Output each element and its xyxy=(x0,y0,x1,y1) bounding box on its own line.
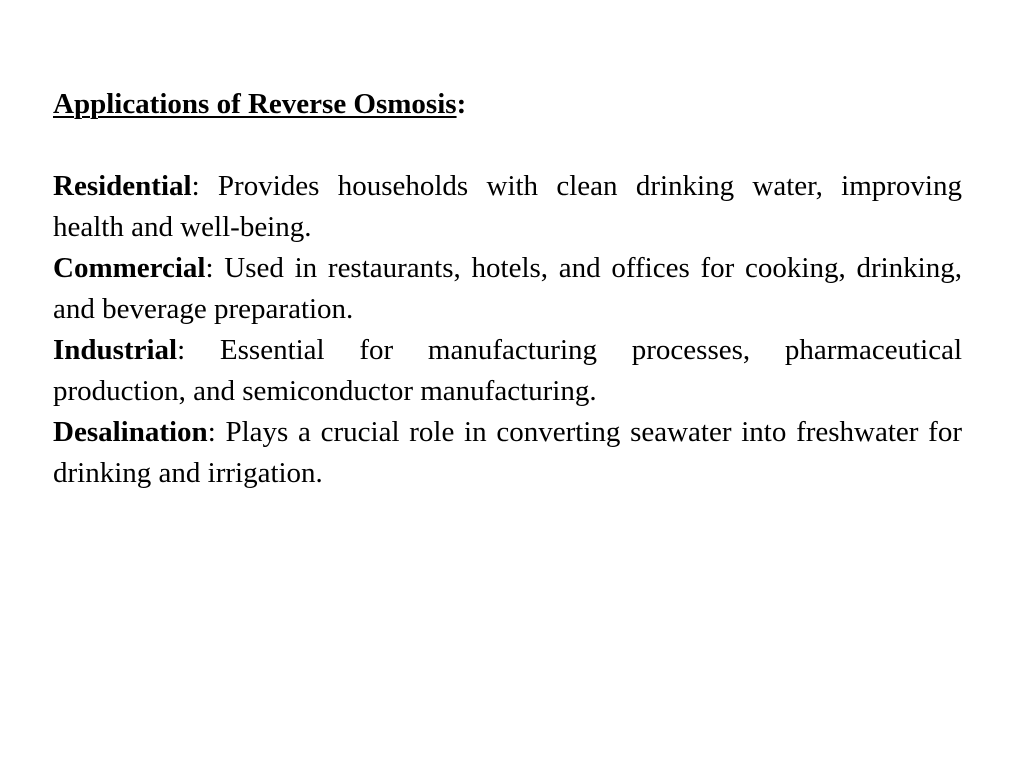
description-commercial: Used in restaurants, hotels, and offices for cooking, drinking, and beverage preparation. xyxy=(53,252,962,325)
separator: : xyxy=(205,252,214,284)
separator: : xyxy=(207,416,216,448)
description-desalination: Plays a crucial role in converting seawater into freshwater for drinking and irrigation. xyxy=(53,416,962,489)
application-residential xyxy=(53,166,962,248)
separator: : xyxy=(177,334,186,366)
application-industrial xyxy=(53,330,962,412)
applications-list xyxy=(53,166,962,494)
description-industrial: Essential for manufacturing processes, pharmaceutical production, and semiconductor manufacturing. xyxy=(53,334,962,407)
description-residential: Provides households with clean drinking water, improving health and well-being. xyxy=(53,170,962,243)
application-desalination xyxy=(53,412,962,494)
term-commercial: Commercial xyxy=(53,252,206,284)
slide-heading xyxy=(53,84,962,124)
term-industrial: Industrial xyxy=(53,334,178,366)
term-desalination: Desalination xyxy=(53,416,208,448)
heading-colon: : xyxy=(456,88,467,120)
heading-text: Applications of Reverse Osmosis xyxy=(53,88,457,120)
separator: : xyxy=(191,170,200,202)
term-residential: Residential xyxy=(53,170,192,202)
application-commercial xyxy=(53,248,962,330)
slide-content xyxy=(53,84,962,494)
